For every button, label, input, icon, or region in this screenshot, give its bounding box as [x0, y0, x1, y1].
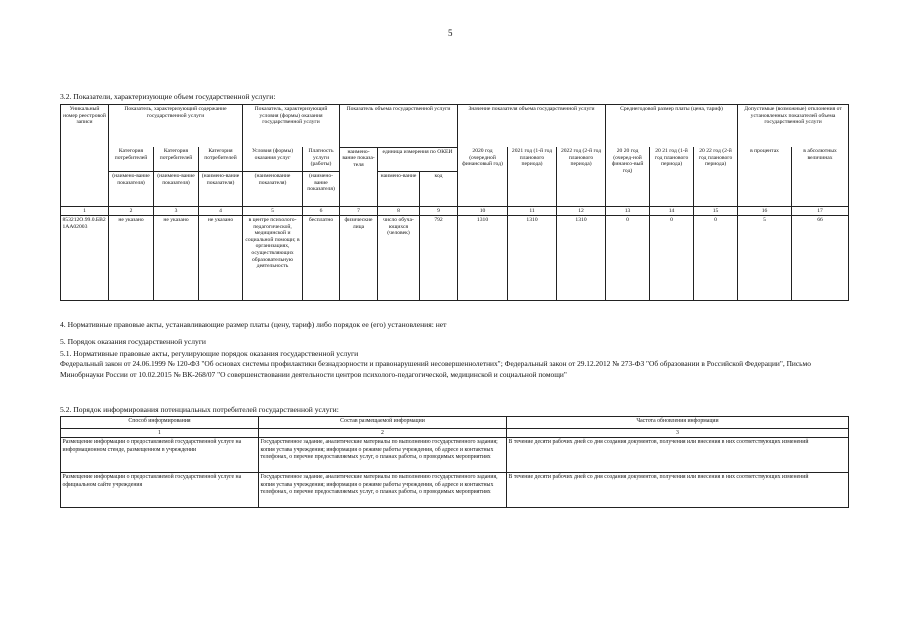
header-conditions-group: Показатель, характеризующий условия (формы) оказания государственной услуги: [243, 105, 340, 148]
header-frequency: Частота обновления информации: [507, 417, 849, 429]
cell-category-2: не указано: [154, 216, 199, 301]
header-unit-okei: единица измерения по ОКЕИ: [378, 147, 458, 172]
cell-value-2020: 1310: [458, 216, 508, 301]
cell-unit-code: 792: [420, 216, 458, 301]
header-content-group: Показатель, характеризующий содержание государственной услуги: [109, 105, 243, 148]
section-5-title: 5. Порядок оказания государственной услуги: [60, 337, 206, 346]
header-content: Состав размещаемой информации: [259, 417, 507, 429]
cell-conditions: в центре психолого-педагогической, медицинской и социальной помощи; в организациях, осуществляющих образовательную деятельность: [243, 216, 303, 301]
col-number: 14: [650, 207, 694, 216]
col-number: 1: [61, 429, 259, 438]
col-number: 13: [606, 207, 650, 216]
col-number: 15: [694, 207, 738, 216]
col-number: 5: [243, 207, 303, 216]
cell-method: Размещение информации о предоставляемой государственной услуге на информационном стенде, размещенном в учреждении: [61, 438, 259, 473]
col-number: 17: [792, 207, 849, 216]
cell-frequency: В течение десяти рабочих дней со дня создания документов, получения или внесения в них соответствующих изменений: [507, 438, 849, 473]
col-number: 9: [420, 207, 458, 216]
header-category-1: Категория потребителей: [109, 147, 154, 172]
header-sub-name-3: (наимено-вание показателя): [199, 172, 243, 207]
header-values-group: Значение показателя объема государственной услуги: [458, 105, 606, 148]
cell-paid: бесплатно: [303, 216, 340, 301]
section-5-2-title: 5.2. Порядок информирования потенциальных потребителей государственной услуги:: [60, 405, 339, 414]
header-deviation-percent: в процентах: [738, 147, 792, 207]
cell-content: Государственное задание, аналитические материалы по выполнению государственного задания; копия устава учреждения; информация о режиме работы учреждения, об адресе и контактных телефонах, о перечне предоставляемых услуг, о планах работы, о проводимых мероприятиях: [259, 438, 507, 473]
cell-fee-2021: 0: [650, 216, 694, 301]
cell-frequency: В течение десяти рабочих дней со дня создания документов, получения или внесения в них соответствующих изменений: [507, 473, 849, 508]
page-number: 5: [448, 28, 453, 38]
header-unique-number: Уникальный номер реестровой записи: [61, 105, 109, 207]
header-year-2022: 2022 год (2-й год планового периода): [557, 147, 606, 207]
header-category-2: Категория потребителей: [154, 147, 199, 172]
col-number: 12: [557, 207, 606, 216]
col-number: 1: [61, 207, 109, 216]
header-sub-name-2: (наимено-вание показателя): [154, 172, 199, 207]
header-fee-group: Среднегодовой размер платы (цена, тариф): [606, 105, 738, 148]
header-fee-2022: 20 22 год (2-й год планового периода): [694, 147, 738, 207]
header-year-2020: 2020 год (очередной финансовый год): [458, 147, 508, 207]
header-year-2021: 2021 год (1-й год планового периода): [508, 147, 557, 207]
col-number: 7: [340, 207, 378, 216]
col-number: 10: [458, 207, 508, 216]
table-row: [61, 438, 849, 473]
cell-category-3: не указано: [199, 216, 243, 301]
section-4-text: 4. Нормативные правовые акты, устанавливающие размер платы (цену, тариф) либо порядок ее (его) установления: нет: [60, 320, 447, 329]
header-indicator-name: наимено-вание показа-теля: [340, 147, 378, 207]
cell-deviation-percent: 5: [738, 216, 792, 301]
cell-registry-code: 853212О.99.0.БВ21АА02003: [61, 216, 109, 301]
cell-fee-2022: 0: [694, 216, 738, 301]
header-sub-name-1: (наимено-вание показателя): [109, 172, 154, 207]
section-5-1-laws: Федеральный закон от 24.06.1999 № 120-ФЗ "Об основах системы профилактики безнадзорности и правонарушений несовершеннолетних"; Федеральный закон от 29.12.2012 № 273-ФЗ "Об образовании в Российской Федерации", Письмо Минобрнауки России от 10.02.2015 № ВК-268/07 "О совершенствовании деятельности центров психолого-педагогической, медицинской и социальной помощи": [60, 359, 811, 379]
volume-indicators-table: [60, 104, 849, 301]
header-fee-2020: 20 20 год (очеред-ной финансо-вый год): [606, 147, 650, 207]
cell-unit-name: число обуча-ющихся (человек): [378, 216, 420, 301]
col-number: 3: [507, 429, 849, 438]
header-unit-name: наимено-вание: [378, 172, 420, 207]
cell-value-2021: 1310: [508, 216, 557, 301]
header-conditions-forms: Условия (формы) оказания услуг: [243, 147, 303, 172]
cell-value-2022: 1310: [557, 216, 606, 301]
header-sub-name-5: (наимено-вание показателя): [303, 172, 340, 207]
header-deviation-absolute: в абсолютных величинах: [792, 147, 849, 207]
table-row: [61, 216, 849, 301]
col-number: 3: [154, 207, 199, 216]
col-number: 16: [738, 207, 792, 216]
header-sub-name-4: (наименование показателя): [243, 172, 303, 207]
col-number: 6: [303, 207, 340, 216]
col-number: 2: [109, 207, 154, 216]
header-deviation-group: Допустимые (возможные) отклонения от установленных показателей объема государственной услуги: [738, 105, 849, 148]
header-unit-code: код: [420, 172, 458, 207]
col-number: 11: [508, 207, 557, 216]
cell-fee-2020: 0: [606, 216, 650, 301]
information-table: [60, 416, 849, 508]
header-fee-2021: 20 21 год (1-й год планового периода): [650, 147, 694, 207]
cell-deviation-absolute: 66: [792, 216, 849, 301]
cell-category-1: не указано: [109, 216, 154, 301]
section-3-2-title: 3.2. Показатели, характеризующие объем государственной услуги:: [60, 92, 276, 101]
header-volume-group: Показатель объема государственной услуги: [340, 105, 458, 148]
cell-indicator-name: физические лица: [340, 216, 378, 301]
table-row: [61, 473, 849, 508]
col-number: 8: [378, 207, 420, 216]
section-5-1-title: 5.1. Нормативные правовые акты, регулирующие порядок оказания государственной услуги: [60, 349, 359, 358]
col-number: 2: [259, 429, 507, 438]
header-method: Способ информирования: [61, 417, 259, 429]
col-number: 4: [199, 207, 243, 216]
cell-method: Размещение информации о предоставляемой государственной услуге на официальном сайте учреждения: [61, 473, 259, 508]
header-paid: Платность услуги (работы): [303, 147, 340, 172]
header-category-3: Категория потребителей: [199, 147, 243, 172]
cell-content: Государственное задание, аналитические материалы по выполнению государственного задания, копия устава учреждения; информация о режиме работы учреждения, об адресе и контактных телефонах, о перечне предоставляемых услуг, о планах работы, о проводимых мероприятиях: [259, 473, 507, 508]
